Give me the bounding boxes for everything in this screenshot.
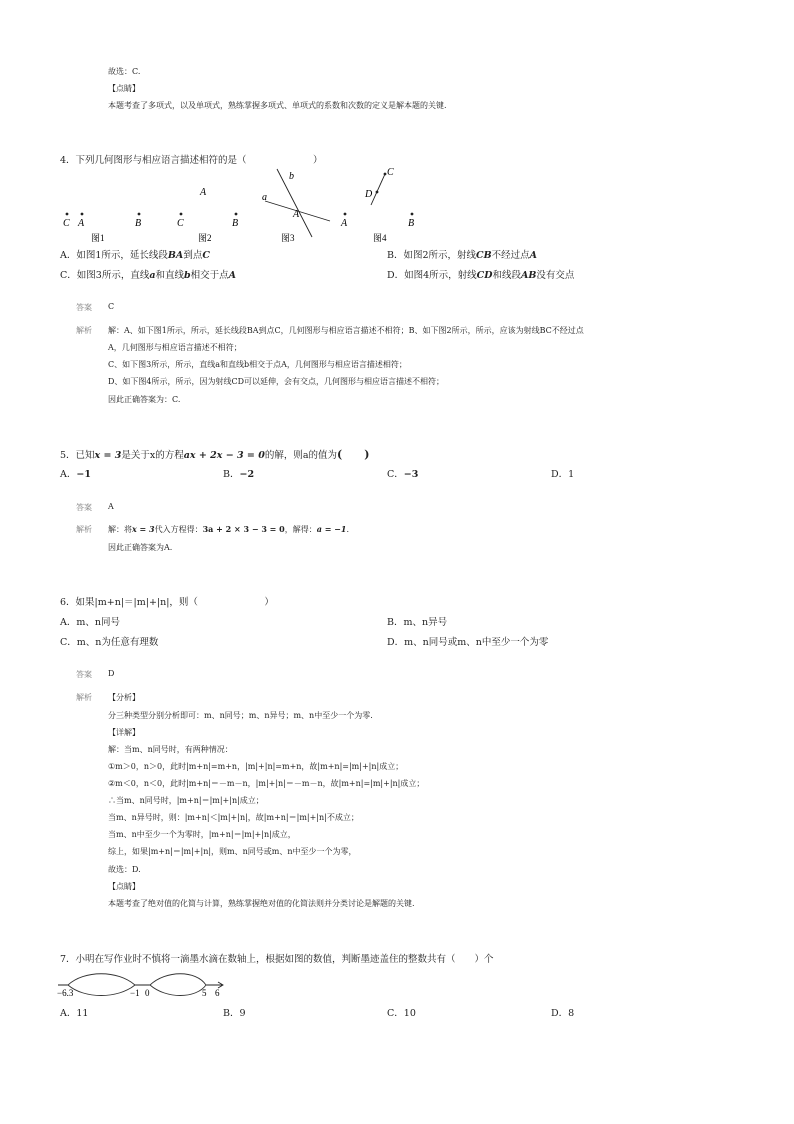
q5-analysis-2: 因此正确答案为A. xyxy=(108,543,173,552)
caption-2: 图2 xyxy=(198,233,212,243)
figure-2 xyxy=(177,187,238,243)
label-b4: B xyxy=(408,218,415,229)
q4-analysis-1: 解：A、如下图1所示，所示，延长线段BA到点C，几何图形与相应语言描述不相符；B、如下图2所示，所示，应该为射线BC不经过点 xyxy=(108,326,584,335)
q6-analysis-8: 当m、n异号时，则：|m+n|＜|m|+|n|，故|m+n|＝|m|+|n|不成立； xyxy=(108,813,359,822)
figure-4 xyxy=(364,167,414,243)
q6-analysis-9: 当m、n中至少一个为零时，|m+n|＝|m|+|n|成立， xyxy=(108,830,296,839)
q4-option-c[interactable]: C．如图3所示，直线a和直线b相交于点A xyxy=(60,270,237,281)
q4-analysis-4: D、如下图4所示，所示，因为射线CD可以延伸，会有交点，几何图形与相应语言描述不相符； xyxy=(108,377,445,386)
point-b2 xyxy=(235,213,238,216)
q4-figures xyxy=(55,165,435,245)
number-line-figure xyxy=(56,966,226,998)
q6-analysis-1: 【分析】 xyxy=(108,693,140,702)
label-neg-6-3: −6.3 xyxy=(57,988,74,998)
q6-answer-label: 答案 xyxy=(76,670,92,679)
q6-analysis-11: 故选：D. xyxy=(108,865,141,874)
ink-blot-right xyxy=(150,974,206,996)
line-b xyxy=(277,169,312,237)
figure-3 xyxy=(262,169,348,243)
label-a3: a xyxy=(262,192,267,203)
q6-option-c[interactable]: C．m、n为任意有理数 xyxy=(60,637,159,648)
caption-4: 图4 xyxy=(373,233,387,243)
point-b4 xyxy=(411,213,414,216)
label-c4: C xyxy=(387,167,394,178)
point-b xyxy=(138,213,141,216)
q5-option-d[interactable]: D．1 xyxy=(551,469,575,480)
label-a4: A xyxy=(341,218,348,229)
q4-analysis-2: A，几何图形与相应语言描述不相符； xyxy=(108,343,242,352)
ray-cd xyxy=(371,174,385,205)
q6-option-a[interactable]: A．m、n同号 xyxy=(60,617,120,628)
q6-option-b[interactable]: B．m、n异号 xyxy=(387,617,448,628)
q4-answer: C xyxy=(108,302,115,311)
point-a4 xyxy=(344,213,347,216)
label-A3: A xyxy=(293,209,300,220)
point-d4 xyxy=(376,191,379,194)
q5-option-c[interactable]: C．−3 xyxy=(387,469,419,480)
q4-stem: 4．下列几何图形与相应语言描述相符的是（ ） xyxy=(60,155,323,166)
label-a-top: A xyxy=(200,187,207,198)
point-c2 xyxy=(180,213,183,216)
q5-option-a[interactable]: A．−1 xyxy=(60,469,91,480)
q6-analysis-10: 综上，如果|m+n|＝|m|+|n|，则m、n同号或m、n中至少一个为零， xyxy=(108,847,357,856)
q7-option-a[interactable]: A．11 xyxy=(60,1008,89,1019)
q6-analysis-12: 【点睛】 xyxy=(108,882,140,891)
q4-option-a[interactable]: A．如图1所示，延长线段BA到点C xyxy=(60,250,210,261)
q4-analysis-label: 解析 xyxy=(76,326,92,335)
q4-answer-label: 答案 xyxy=(76,303,92,312)
label-b: B xyxy=(135,218,142,229)
figure-1 xyxy=(63,213,141,243)
label-b3: b xyxy=(289,171,294,182)
q6-analysis-13: 本题考查了绝对值的化简与计算，熟练掌握绝对值的化简法则并分类讨论是解题的关键. xyxy=(108,899,415,908)
label-six: 6 xyxy=(215,988,220,998)
q7-option-b[interactable]: B．9 xyxy=(223,1008,246,1019)
label-five: 5 xyxy=(202,988,207,998)
point-c4 xyxy=(384,173,387,176)
label-c: C xyxy=(63,218,70,229)
q7-stem: 7．小明在写作业时不慎将一滴墨水滴在数轴上，根据如图的数值，判断墨迹盖住的整数共有（ ）个 xyxy=(60,954,494,965)
caption-3: 图3 xyxy=(281,233,295,243)
q6-analysis-6: ②m＜0，n＜0，此时|m+n|＝－m－n，|m|+|n|＝－m－n，故|m+n|=|m|+|n|成立； xyxy=(108,779,425,788)
q4-analysis-3: C、如下图3所示，所示，直线a和直线b相交于点A，几何图形与相应语言描述相符； xyxy=(108,360,407,369)
comment-label: 【点睛】 xyxy=(108,84,140,93)
q5-answer: A xyxy=(108,502,114,511)
label-b2: B xyxy=(232,218,239,229)
q6-analysis-7: ∴当m、n同号时，|m+n|＝|m|+|n|成立； xyxy=(108,796,264,805)
label-neg-1: −1 xyxy=(130,988,140,998)
ink-blot-left xyxy=(68,974,135,996)
q5-stem: 5．已知x = 3是关于x的方程ax + 2x − 3 = 0的解，则a的值为( ) xyxy=(60,448,370,461)
label-zero: 0 xyxy=(145,988,150,998)
answer-line: 故选：C. xyxy=(108,67,141,76)
label-d4: D xyxy=(365,189,373,200)
q5-analysis-1: 解：将x = 3代入方程得：3a + 2 × 3 − 3 = 0，解得：a = −1. xyxy=(108,524,349,534)
q4-analysis-5: 因此正确答案为：C. xyxy=(108,395,181,404)
caption-1: 图1 xyxy=(91,233,105,243)
q6-analysis-label: 解析 xyxy=(76,693,92,702)
label-a: A xyxy=(78,218,85,229)
q5-option-b[interactable]: B．−2 xyxy=(223,469,255,480)
q5-analysis-label: 解析 xyxy=(76,525,92,534)
q4-option-b[interactable]: B．如图2所示，射线CB不经过点A xyxy=(387,250,538,261)
q6-analysis-5: ①m＞0，n＞0，此时|m+n|=m+n，|m|+|n|=m+n，故|m+n|=|m|+|n|成立； xyxy=(108,762,404,771)
point-c xyxy=(66,213,69,216)
q6-answer: D xyxy=(108,669,115,678)
q7-option-d[interactable]: D．8 xyxy=(551,1008,575,1019)
point-a xyxy=(81,213,84,216)
q6-analysis-4: 解：当m、n同号时，有两种情况： xyxy=(108,745,233,754)
q6-stem: 6．如果|m+n|＝|m|+|n|，则（ ） xyxy=(60,597,274,608)
q4-option-d[interactable]: D．如图4所示，射线CD和线段AB没有交点 xyxy=(387,270,575,281)
q6-analysis-2: 分三种类型分别分析即可：m、n同号；m、n异号；m、n中至少一个为零. xyxy=(108,711,373,720)
q7-option-c[interactable]: C．10 xyxy=(387,1008,416,1019)
q6-analysis-3: 【详解】 xyxy=(108,728,140,737)
label-c2: C xyxy=(177,218,184,229)
q6-option-d[interactable]: D．m、n同号或m、n中至少一个为零 xyxy=(387,637,549,648)
q5-answer-label: 答案 xyxy=(76,503,92,512)
comment-text: 本题考查了多项式，以及单项式，熟练掌握多项式、单项式的系数和次数的定义是解本题的关键. xyxy=(108,101,447,110)
